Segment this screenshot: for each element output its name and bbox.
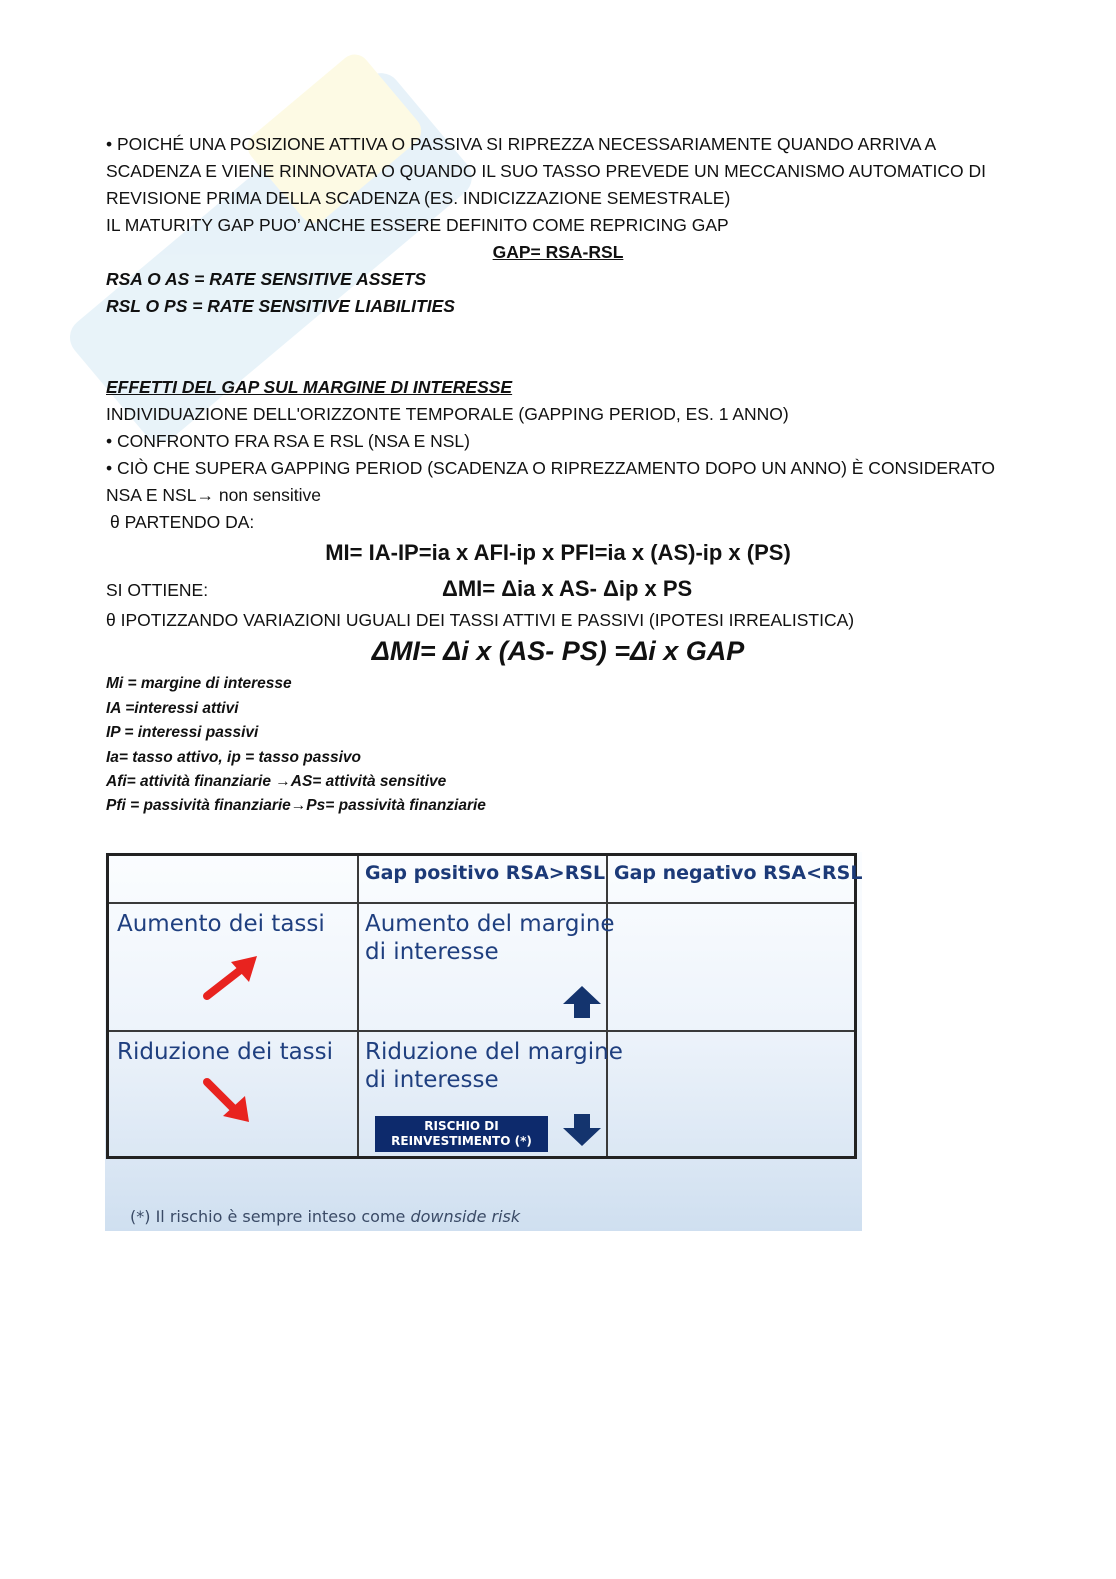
legend-as-text: AS= attività sensitive xyxy=(290,773,447,790)
table-divider xyxy=(109,902,854,904)
intro-line-1: • POICHÉ UNA POSIZIONE ATTIVA O PASSIVA SI RIPREZZA NECESSARIAMENTE QUANDO ARRIVA A xyxy=(106,134,937,154)
header-gap-negative: Gap negativo RSA<RSL xyxy=(614,862,863,884)
legend-afi xyxy=(106,773,446,791)
row-label-riduzione: Riduzione dei tassi xyxy=(117,1039,334,1065)
section-line-2: • CONFRONTO FRA RSA E RSL (NSA E NSL) xyxy=(106,431,470,451)
gap-effects-table xyxy=(106,853,863,1159)
footnote-emphasis: downside risk xyxy=(410,1207,521,1226)
non-sensitive-text: non sensitive xyxy=(218,485,321,505)
legend-rates: Ia= tasso attivo, ip = tasso passivo xyxy=(106,749,361,766)
table-divider xyxy=(109,1030,854,1032)
partendo-da: θ PARTENDO DA: xyxy=(110,512,255,532)
footnote-text: (*) Il rischio è sempre inteso come xyxy=(130,1207,406,1226)
table-divider xyxy=(606,856,608,1156)
up-right-arrow-icon xyxy=(201,952,263,1002)
table-footnote xyxy=(130,1207,520,1226)
down-arrow-icon xyxy=(561,1112,603,1148)
formula-delta-mi-gap: ΔMI= Δi x (AS- PS) =Δi x GAP xyxy=(371,636,745,666)
legend-ps-text: Ps= passività finanziarie xyxy=(306,797,486,814)
cell-text: Riduzione del margine xyxy=(365,1039,623,1065)
legend-pfi-text: Pfi = passività finanziarie xyxy=(106,797,291,814)
legend-mi: Mi = margine di interesse xyxy=(106,675,292,692)
right-arrow-icon: → xyxy=(196,485,214,505)
cell-text: Aumento del margine xyxy=(365,911,615,937)
rsa-definition: RSA O AS = RATE SENSITIVE ASSETS xyxy=(106,269,427,289)
legend-ip: IP = interessi passivi xyxy=(106,724,259,741)
section-line-6: θ IPOTIZZANDO VARIAZIONI UGUALI DEI TASSI ATTIVI E PASSIVI (IPOTESI IRREALISTICA) xyxy=(106,610,855,630)
intro-line-3: REVISIONE PRIMA DELLA SCADENZA (ES. INDICIZZAZIONE SEMESTRALE) xyxy=(106,188,731,208)
risk-badge xyxy=(375,1116,548,1152)
row-label-aumento: Aumento dei tassi xyxy=(117,911,325,937)
badge-text: RISCHIO DI xyxy=(424,1119,499,1133)
legend-afi-text: Afi= attività finanziarie xyxy=(106,773,271,790)
up-arrow-icon xyxy=(561,984,603,1020)
cell-aumento-margine xyxy=(365,910,615,966)
cell-text: di interesse xyxy=(365,1067,499,1093)
cell-riduzione-margine xyxy=(365,1038,623,1094)
gap-effects-figure xyxy=(105,852,862,1231)
section-line-1: INDIVIDUAZIONE DELL'ORIZZONTE TEMPORALE (GAPPING PERIOD, ES. 1 ANNO) xyxy=(106,404,789,424)
header-gap-positive: Gap positivo RSA>RSL xyxy=(365,862,606,884)
gap-formula-title: GAP= RSA-RSL xyxy=(492,242,624,262)
section-line-4 xyxy=(106,482,321,509)
legend-pfi xyxy=(106,797,486,815)
section-line-3: • CIÒ CHE SUPERA GAPPING PERIOD (SCADENZA O RIPREZZAMENTO DOPO UN ANNO) È CONSIDERATO xyxy=(106,458,996,478)
formula-delta-mi: ΔMI= Δia x AS- Δip x PS xyxy=(442,576,693,601)
formula-mi: MI= IA-IP=ia x AFI-ip x PFI=ia x (AS)-ip x (PS) xyxy=(325,540,791,565)
cell-text: di interesse xyxy=(365,939,499,965)
rsl-definition: RSL O PS = RATE SENSITIVE LIABILITIES xyxy=(106,296,455,316)
intro-line-4: IL MATURITY GAP PUO’ ANCHE ESSERE DEFINITO COME REPRICING GAP xyxy=(106,215,729,235)
badge-text: REINVESTIMENTO (*) xyxy=(391,1134,532,1148)
right-arrow-icon: → xyxy=(290,797,307,814)
right-arrow-icon: → xyxy=(275,773,291,790)
section-title: EFFETTI DEL GAP SUL MARGINE DI INTERESSE xyxy=(106,377,513,397)
legend-ia: IA =interessi attivi xyxy=(106,700,239,717)
table-divider xyxy=(357,856,359,1156)
down-right-arrow-icon xyxy=(201,1076,255,1126)
nsa-nsl-text: NSA E NSL xyxy=(106,485,197,505)
intro-line-2: SCADENZA E VIENE RINNOVATA O QUANDO IL SUO TASSO PREVEDE UN MECCANISMO AUTOMATICO DI xyxy=(106,161,987,181)
si-ottiene-label: SI OTTIENE: xyxy=(106,580,209,600)
